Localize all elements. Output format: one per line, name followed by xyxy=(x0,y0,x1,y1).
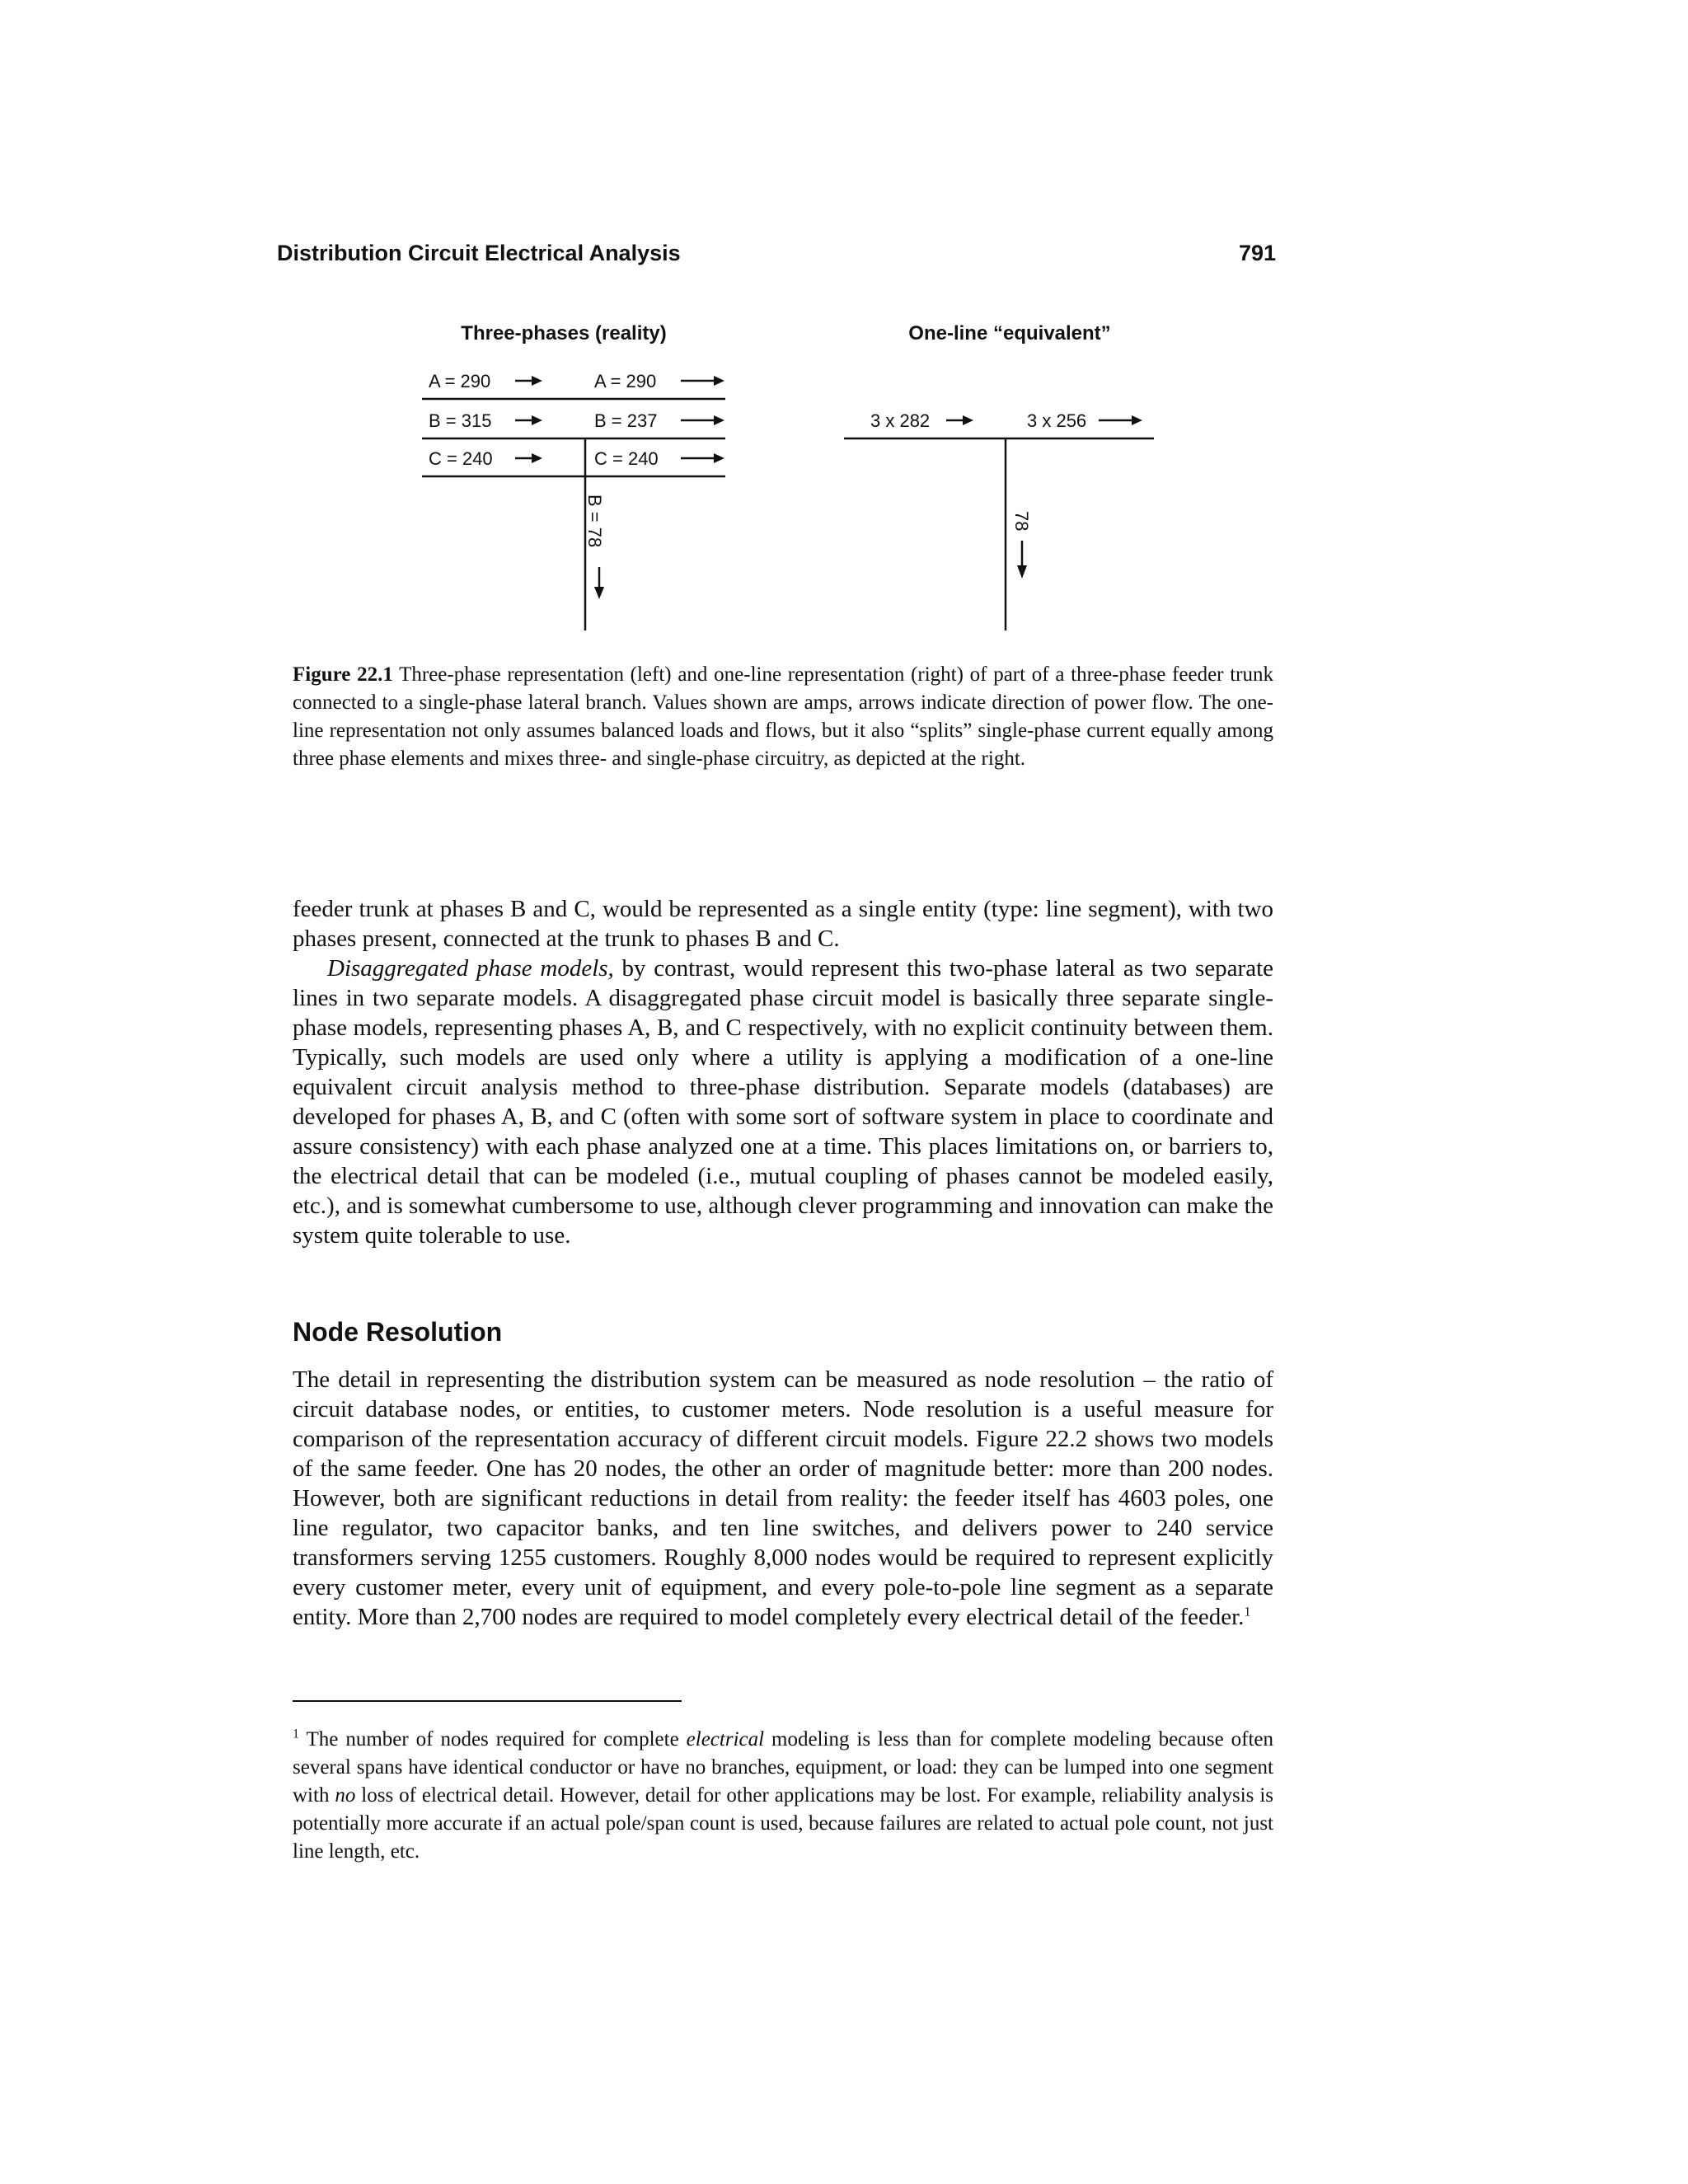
label-c-in: C = 240 xyxy=(429,448,493,469)
paragraph-1: feeder trunk at phases B and C, would be represented as a single entity (type: line segment), with two phases present, connected at the trunk to phases B and C. xyxy=(293,896,1273,952)
footnote-1: $^1$ The number of nodes required for complete electrical modeling is less than for complete modeling because often several spans have identical conductor or have no branches, equipment, or load: they can be lumped into one segment with no loss of electrical detail. However, detail for other applications may be lost. For example, reliability analysis is potentially more accurate if an actual pole/span count is used, because failures are related to actual pole count, not just line length, etc. xyxy=(293,1727,1273,1863)
body-paragraphs xyxy=(293,894,1273,1250)
footnote-mark: 1 xyxy=(293,1727,299,1741)
label-oneline-out: 3 x 256 xyxy=(1027,410,1087,431)
label-b-out: B = 237 xyxy=(594,410,658,431)
label-c-out: C = 240 xyxy=(594,448,659,469)
label-b-in: B = 315 xyxy=(429,410,492,431)
label-a-in: A = 290 xyxy=(429,371,491,391)
caption-label: Figure 22.1 xyxy=(293,663,393,686)
caption-text: Three-phase representation (left) and one-line representation (right) of part of a three-phase feeder trunk connected to a single-phase lateral branch. Values shown are amps, arrows indicate direction of power flow. The one-line representation not only assumes balanced loads and flows, but it also “splits” single-phase current equally among three phase elements and mixes three- and single-phase circuitry, as depicted at the right. xyxy=(293,663,1273,770)
figure-caption xyxy=(293,661,1273,773)
left-panel-title: Three-phases (reality) xyxy=(461,322,667,344)
page-number: 791 xyxy=(1238,241,1276,265)
lateral-arrow-icon xyxy=(594,567,604,599)
footnote-divider xyxy=(293,1700,682,1702)
label-a-out: A = 290 xyxy=(594,371,657,391)
label-lateral-right: 78 xyxy=(1011,511,1032,532)
section-heading: Node Resolution xyxy=(293,1317,503,1347)
lateral-arrow-icon xyxy=(1017,541,1027,579)
label-oneline-in: 3 x 282 xyxy=(870,410,931,431)
footnote-reference[interactable]: 1 xyxy=(1244,1605,1251,1619)
body-paragraph-node-resolution xyxy=(293,1365,1273,1632)
figure-22-1 xyxy=(0,0,1688,659)
label-lateral-left: B = 78 xyxy=(584,494,605,548)
emphasis-term: Disaggregated phase models, xyxy=(327,955,614,982)
right-panel-title: One-line “equivalent” xyxy=(908,322,1111,344)
running-title: Distribution Circuit Electrical Analysis xyxy=(277,241,681,265)
paragraph-3: The detail in representing the distribution system can be measured as node resolution – the ratio of circuit database nodes, or entities, to customer meters. Node resolution is a useful measure for comparison of the representation accuracy of different circuit models. Figure 22.2 shows two models of the same feeder. One has 20 nodes, the other an order of magnitude better: more than 200 nodes. However, both are significant reductions in detail from reality: the feeder itself has 4603 poles, one line regulator, two capacitor banks, and ten line switches, and delivers power to 240 service transformers serving 1255 customers. Roughly 8,000 nodes would be required to represent explicitly every customer meter, every unit of equipment, and every pole-to-pole line segment as a separate entity. More than 2,700 nodes are required to model completely every electrical detail of the feeder.$^1$ xyxy=(293,1366,1273,1630)
paragraph-2: Disaggregated phase models, by contrast, would represent this two-phase lateral as two separate lines in two separate models. A disaggregated phase circuit model is basically three separate single-phase models, representing phases A, B, and C respectively, with no explicit continuity between them. Typically, such models are used only where a utility is applying a modification of a one-line equivalent circuit analysis method to three-phase distribution. Separate models (databases) are developed for phases A, B, and C (often with some sort of software system in place to coordinate and assure consistency) with each phase analyzed one at a time. This places limitations on, or barriers to, the electrical detail that can be modeled (i.e., mutual coupling of phases cannot be modeled easily, etc.), and is somewhat cumbersome to use, although clever programming and innovation can make the system quite tolerable to use. xyxy=(293,955,1273,1249)
